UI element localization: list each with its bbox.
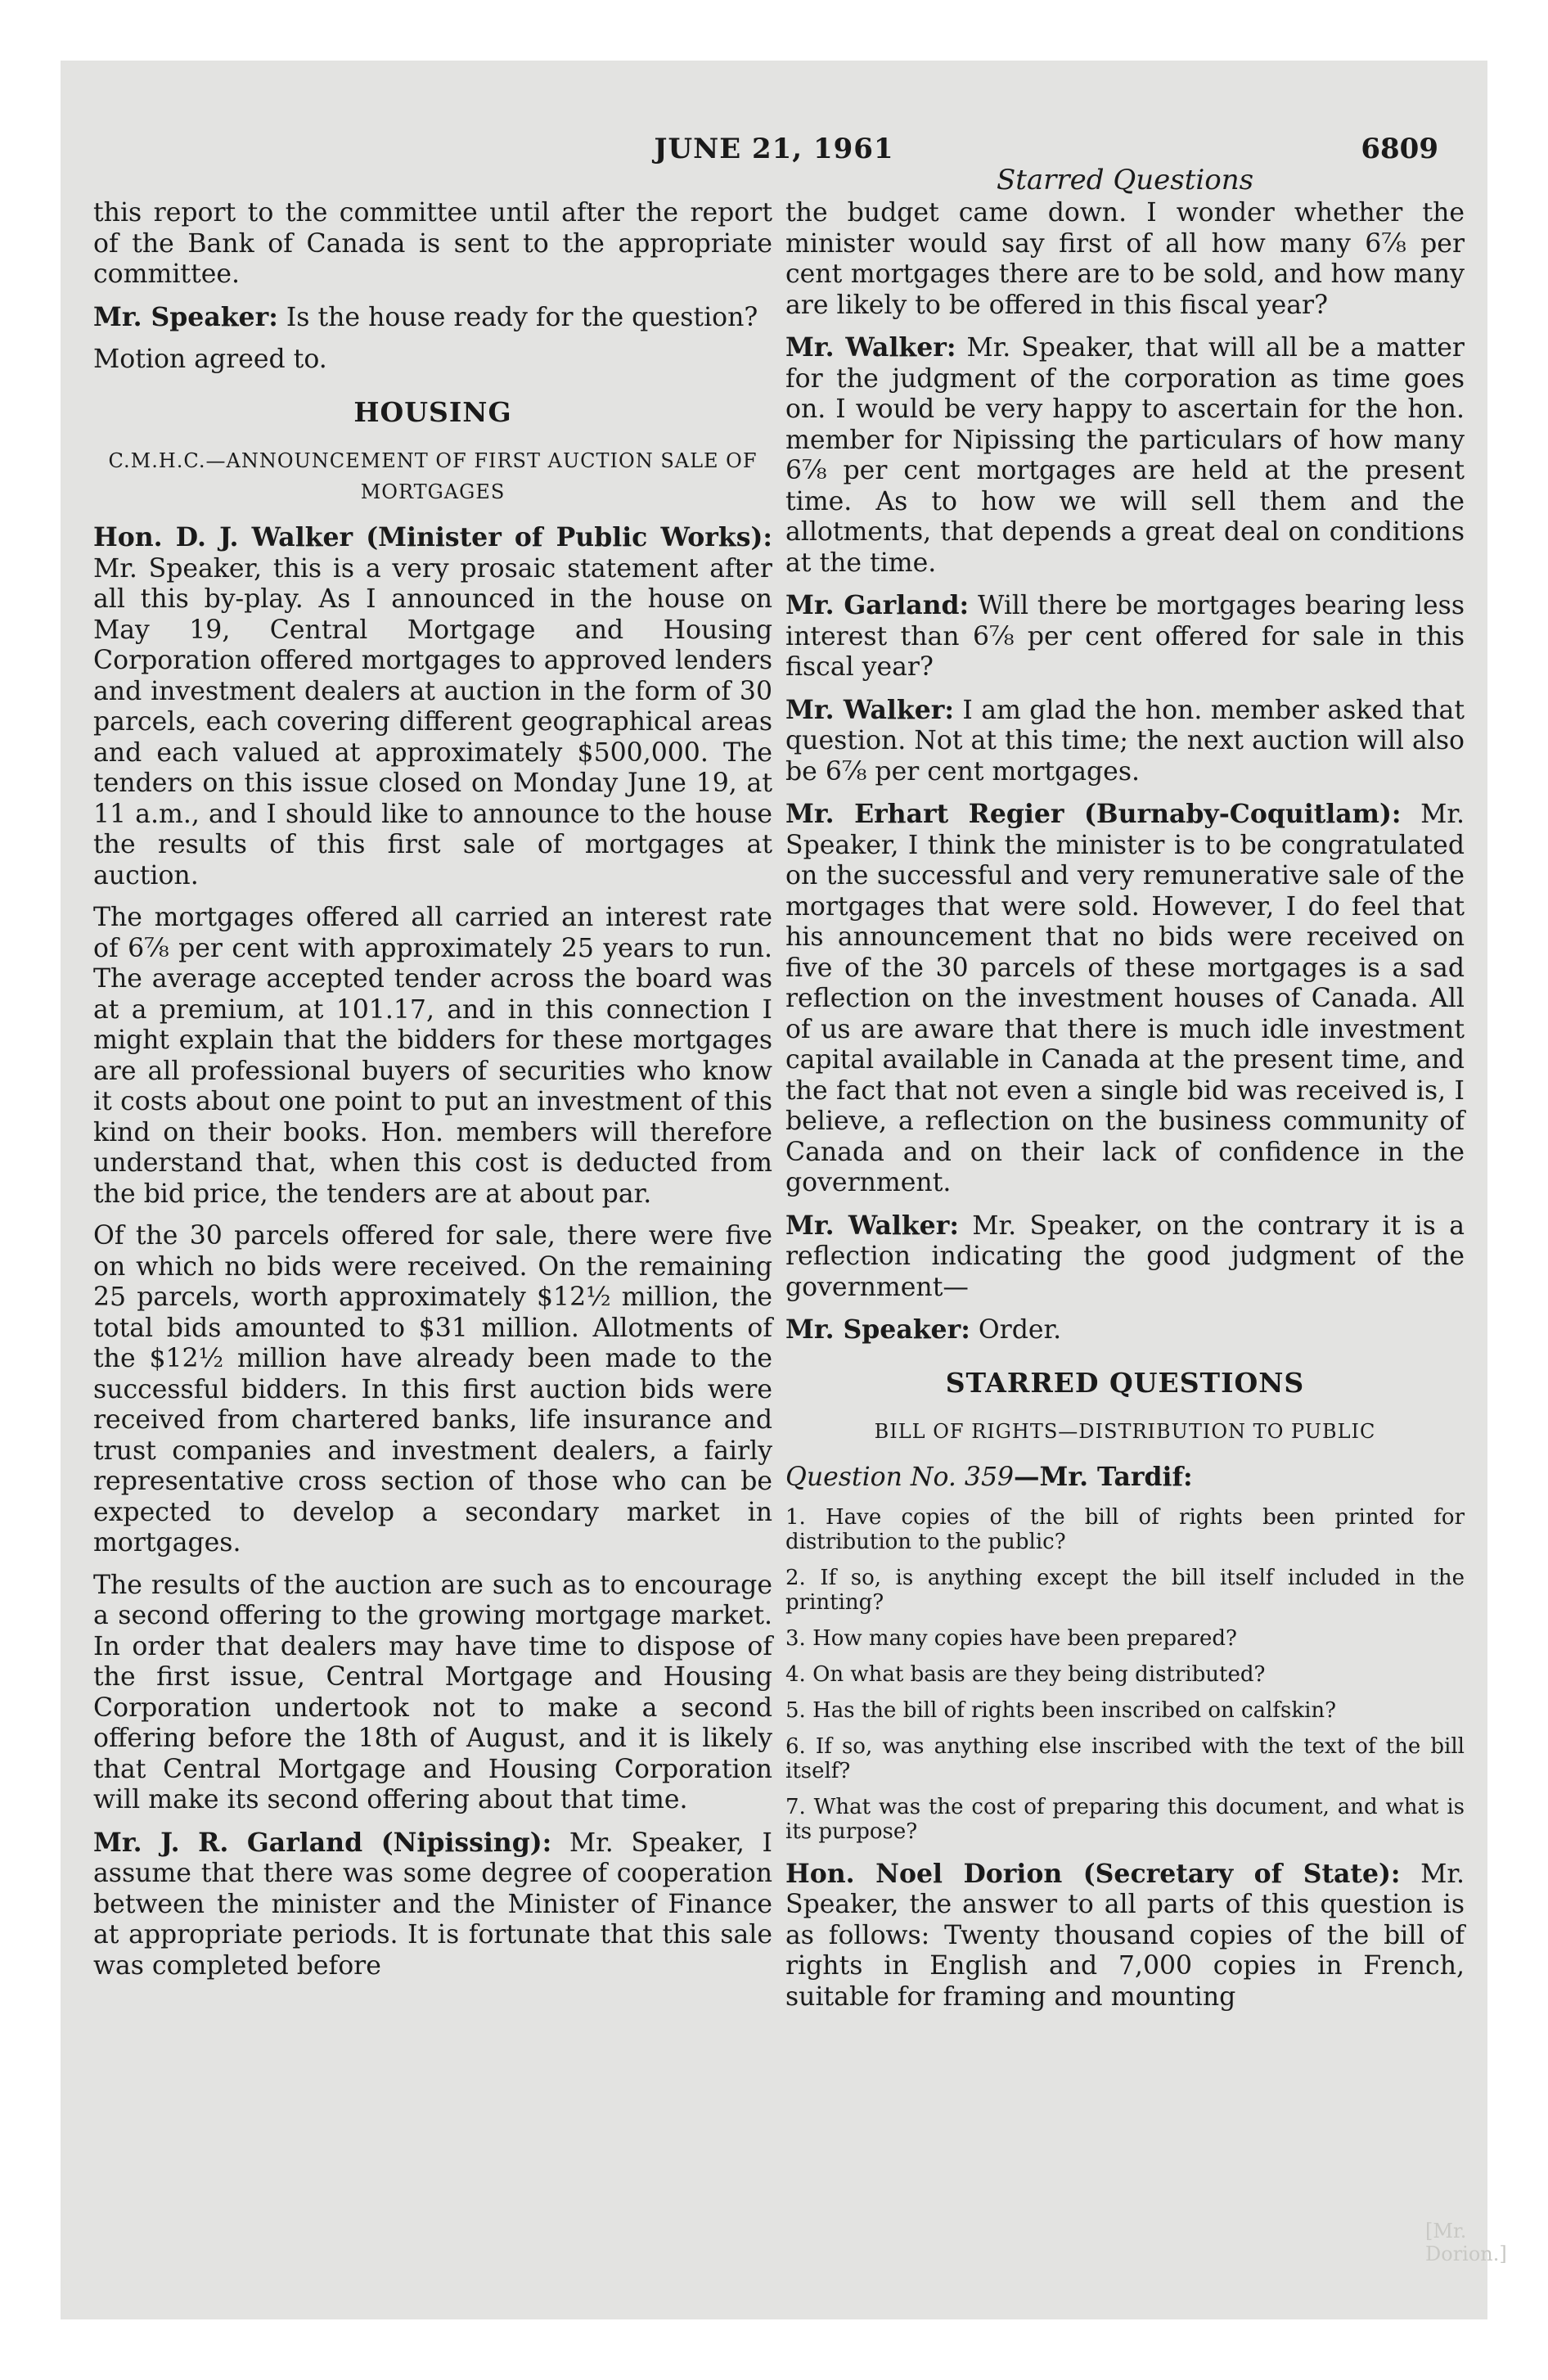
question-item: 2. If so, is anything except the bill itself included in the printing?: [785, 1565, 1465, 1615]
speech-text: Mr. Speaker, this is a very prosaic statement after all this by-play. As I announced in the house on May 19, Central Mortgage and Housing Corporation offered mortgages to approved lenders and investment dealers at auction in the form of 30 parcels, each covering different geographical areas and each valued at approximately $500,000. The tenders on this issue closed on Monday June 19, at 11 a.m., and I should like to announce to the house the results of this first sale of mortgages at auction.: [93, 553, 772, 890]
speech-text: Is the house ready for the question?: [277, 302, 758, 332]
paragraph: the budget came down. I wonder whether the minister would say first of all how many 6⅞ per cent mortgages there are to be sold, and how many are likely to be offered in this fiscal year?: [785, 198, 1465, 320]
paragraph: this report to the committee until after the report of the Bank of Canada is sent to the appropriate committee.: [93, 198, 772, 289]
speech-text: Will there be mortgages bearing less interest than 6⅞ per cent offered for sale in this fiscal year?: [785, 591, 1465, 682]
question-asker: —Mr. Tardif:: [1014, 1462, 1193, 1492]
speaker-name: Mr. Walker:: [785, 332, 956, 363]
speech-text: Order.: [970, 1315, 1062, 1345]
page: [61, 61, 1507, 2319]
paragraph: [785, 799, 1465, 1199]
speaker-name: Mr. Erhart Regier (Burnaby-Coquitlam):: [785, 799, 1402, 829]
speech-text: Mr. Speaker, I think the minister is to be congratulated on the successful and very remunerative sale of the mortgages that were sold. However, I do feel that his announcement that no bids were received on five of the 30 parcels of these mortgages is a sad reflection on the investment houses of Canada. All of us are aware that there is much idle investment capital available in Canada at the present time, and the fact that not even a single bid was received is, I believe, a reflection on the business community of Canada and on their lack of confidence in the government.: [785, 800, 1465, 1197]
paragraph: [93, 522, 772, 891]
question-label: Question No. 359: [785, 1463, 1015, 1492]
paragraph: Motion agreed to.: [93, 345, 327, 374]
paragraph: The results of the auction are such as to encourage a second offering to the growing mortgage market. In order that dealers may have time to dispose of the first issue, Central Mortgage and Housing Corporation undertook not to make a second offering before the 18th of August, and it is likely that Central Mortgage and Housing Corporation will make its second offering about that time.: [93, 1570, 772, 1814]
paragraph: [785, 332, 1465, 579]
question-heading: [785, 1462, 1465, 1494]
question-item: 3. How many copies have been prepared?: [785, 1625, 1237, 1651]
paragraph: Of the 30 parcels offered for sale, there were five on which no bids were received. On the remaining 25 parcels, worth approximately $12½ million, the total bids amounted to $31 million. Allotments of the $12½ million have already been made to the successful bidders. In this first auction bids were received from chartered banks, life insurance and trust companies and investment dealers, a fairly representative cross section of those who can be expected to develop a secondary market in mortgages.: [93, 1221, 772, 1557]
paragraph: [93, 1828, 772, 1982]
speech-text: Mr. Speaker, the answer to all parts of this question is as follows: Twenty thousand copies of the bill of rights in English and 7,000 copies in French, suitable for framing and mounting: [785, 1859, 1465, 2012]
question-item: 7. What was the cost of preparing this document, and what is its purpose?: [785, 1794, 1465, 1844]
speaker-name: Mr. Walker:: [785, 1210, 959, 1241]
page-number: 6809: [1361, 133, 1438, 165]
speaker-name: Hon. D. J. Walker (Minister of Public Works):: [93, 522, 772, 552]
page-date: JUNE 21, 1961: [654, 133, 894, 165]
running-title: Starred Questions: [996, 164, 1254, 196]
paragraph: [785, 695, 1465, 788]
speaker-name: Hon. Noel Dorion (Secretary of State):: [785, 1858, 1401, 1889]
speech-text: Mr. Speaker, that will all be a matter for the judgment of the corporation as time goes on. I would be very happy to ascertain for the hon. member for Nipissing the particulars of how many 6⅞ per cent mortgages are held at the present time. As to how we will sell them and the allotments, that depends a great deal on conditions at the time.: [785, 333, 1465, 578]
paragraph: [785, 590, 1465, 683]
question-item: 5. Has the bill of rights been inscribed on calfskin?: [785, 1697, 1337, 1723]
speaker-name: Mr. J. R. Garland (Nipissing):: [93, 1827, 552, 1858]
section-heading: STARRED QUESTIONS: [945, 1366, 1305, 1399]
question-item: 6. If so, was anything else inscribed with the text of the bill itself?: [785, 1733, 1465, 1783]
section-heading: HOUSING: [353, 395, 512, 428]
speaker-name: Mr. Walker:: [785, 694, 954, 725]
right-column: [785, 198, 1465, 2024]
speech-text: Mr. Speaker, on the contrary it is a reflection indicating the good judgment of the government—: [785, 1210, 1465, 1302]
subheading: BILL OF RIGHTS—DISTRIBUTION TO PUBLIC: [874, 1420, 1376, 1443]
question-item: 4. On what basis are they being distributed?: [785, 1661, 1266, 1687]
left-column: [93, 198, 772, 1993]
paragraph: [785, 1210, 1465, 1304]
paragraph: The mortgages offered all carried an interest rate of 6⅞ per cent with approximately 25 years to run. The average accepted tender across the board was at a premium, at 101.17, and in this connection I might explain that the bidders for these mortgages are all professional buyers of securities who know it costs about one point to put an investment of this kind on their books. Hon. members will therefore understand that, when this cost is deducted from the bid price, the tenders are at about par.: [93, 903, 772, 1209]
speaker-name: Mr. Speaker:: [785, 1314, 970, 1345]
paragraph: [93, 302, 772, 334]
speech-text: I am glad the hon. member asked that question. Not at this time; the next auction will also be 6⅞ per cent mortgages.: [785, 695, 1465, 787]
speech-text: Mr. Speaker, I assume that there was some degree of cooperation between the minister and the Minister of Finance at appropriate periods. It is fortunate that this sale was completed before: [93, 1828, 772, 1981]
continuation-note: [Mr. Dorion.]: [1425, 2220, 1507, 2265]
paragraph: [785, 1314, 1465, 1346]
question-item: 1. Have copies of the bill of rights been printed for distribution to the public?: [785, 1504, 1465, 1554]
paragraph: [785, 1859, 1465, 2013]
speaker-name: Mr. Speaker:: [93, 301, 278, 332]
subheading: C.M.H.C.—ANNOUNCEMENT OF FIRST AUCTION SALE OF MORTGAGES: [108, 449, 758, 503]
speaker-name: Mr. Garland:: [785, 590, 970, 620]
